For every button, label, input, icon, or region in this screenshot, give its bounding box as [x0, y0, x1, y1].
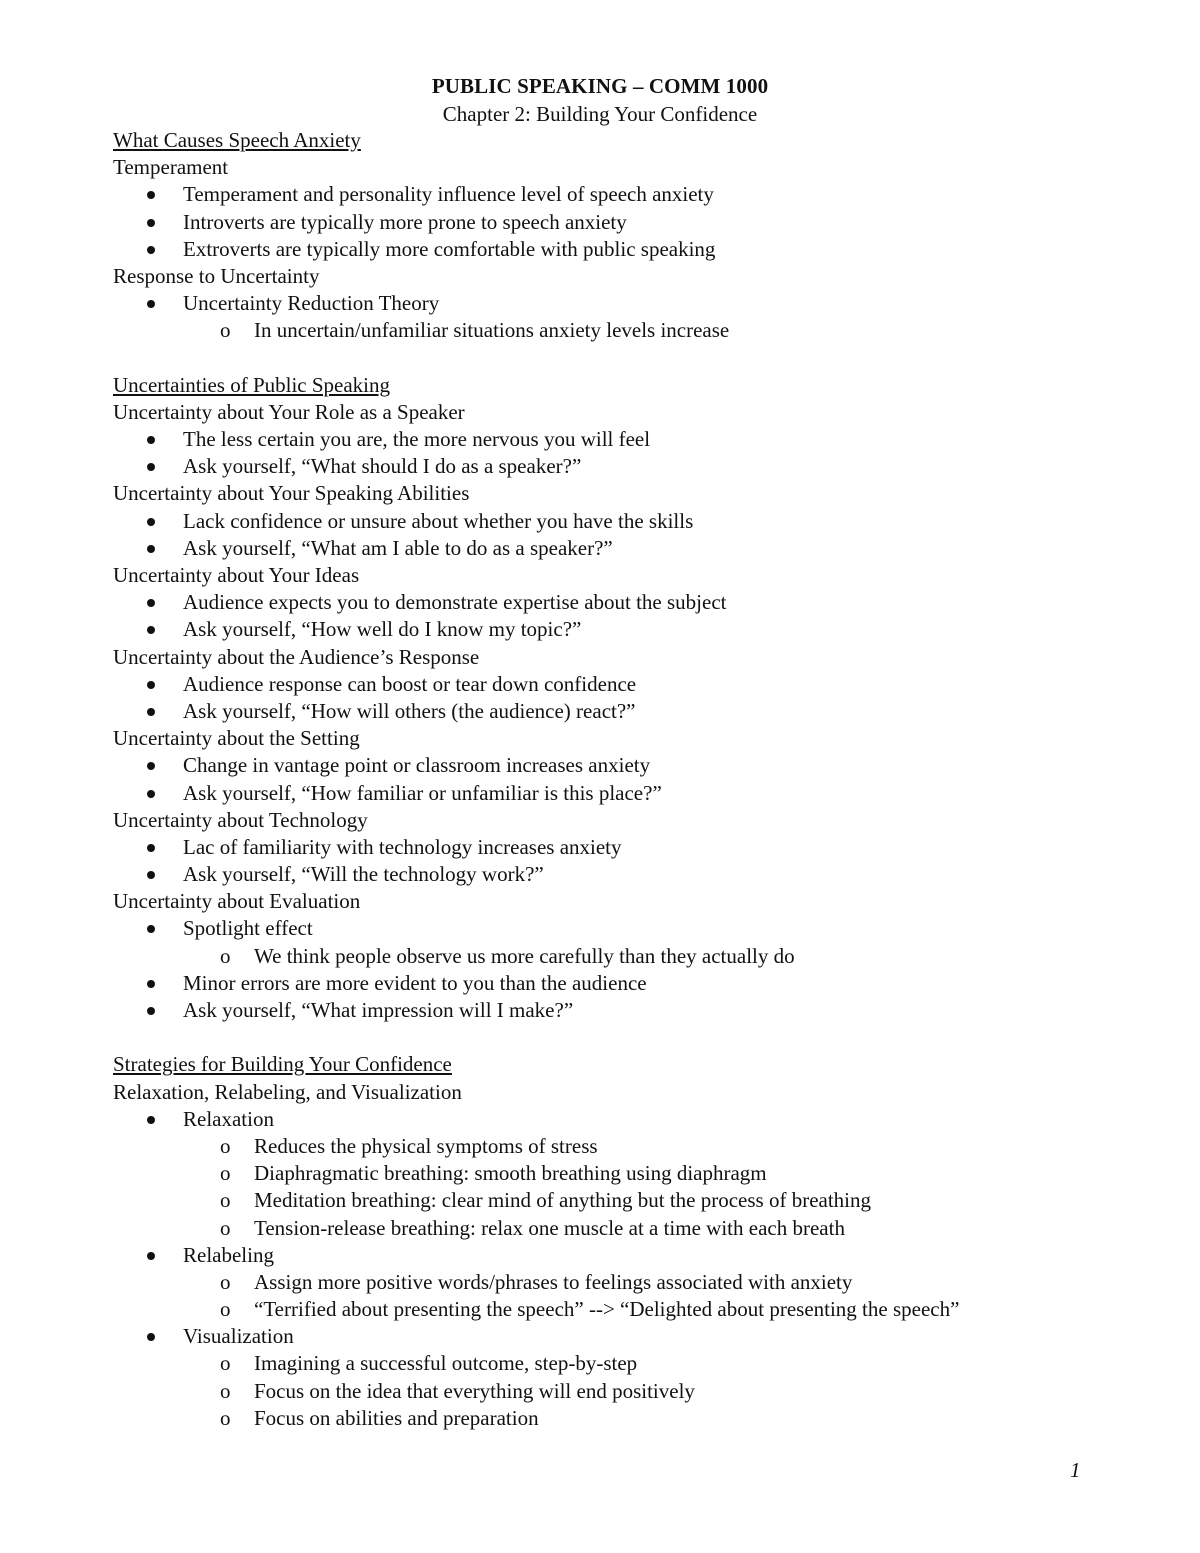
bullet-item: The less certain you are, the more nervous you will feel	[113, 426, 1113, 453]
spacer	[113, 345, 1113, 372]
sub-bullet-item: o Diaphragmatic breathing: smooth breathing using diaphragm	[113, 1160, 1113, 1187]
bullet-item: Ask yourself, “How well do I know my topic?”	[113, 616, 1113, 643]
sub-bullet-item: o Focus on abilities and preparation	[113, 1405, 1113, 1432]
group-label: Uncertainty about Technology	[113, 807, 368, 832]
sub-bullet-item: o Assign more positive words/phrases to feelings associated with anxiety	[113, 1269, 1113, 1296]
bullet-item: Ask yourself, “How familiar or unfamiliar is this place?”	[113, 780, 1113, 807]
group-label: Temperament	[113, 155, 229, 180]
sub-bullet-item: o We think people observe us more carefully than they actually do	[113, 943, 1113, 970]
sub-bullet-item: o Reduces the physical symptoms of stress	[113, 1133, 1113, 1160]
group-label: Uncertainty about the Setting	[113, 726, 360, 751]
bullet-item: Audience response can boost or tear down confidence	[113, 671, 1113, 698]
bullet-item: Ask yourself, “What impression will I make?”	[113, 997, 1113, 1024]
sub-bullet-item: o Tension-release breathing: relax one muscle at a time with each breath	[113, 1215, 1113, 1242]
page-number: 1	[1070, 1458, 1081, 1482]
chapter-subtitle: Chapter 2: Building Your Confidence	[442, 102, 758, 126]
bullet-item: Ask yourself, “How will others (the audience) react?”	[113, 698, 1113, 725]
bullet-item: Relaxation	[113, 1106, 1113, 1133]
sub-bullet-item: o Imagining a successful outcome, step-by-step	[113, 1350, 1113, 1377]
section-heading: Uncertainties of Public Speaking	[113, 372, 391, 397]
bullet-item: Ask yourself, “What should I do as a speaker?”	[113, 453, 1113, 480]
bullet-item: Minor errors are more evident to you than the audience	[113, 970, 1113, 997]
group-label: Uncertainty about Evaluation	[113, 889, 361, 914]
section-heading: Strategies for Building Your Confidence	[113, 1052, 452, 1077]
bullet-item: Extroverts are typically more comfortable with public speaking	[113, 236, 1113, 263]
bullet-item: Temperament and personality influence level of speech anxiety	[113, 181, 1113, 208]
group-label: Uncertainty about the Audience’s Response	[113, 644, 480, 669]
sub-bullet-item: o Meditation breathing: clear mind of anything but the process of breathing	[113, 1187, 1113, 1214]
page-title: PUBLIC SPEAKING – COMM 1000	[431, 74, 769, 98]
spacer	[113, 1024, 1113, 1051]
bullet-item: Ask yourself, “What am I able to do as a speaker?”	[113, 535, 1113, 562]
group-label: Uncertainty about Your Speaking Abilities	[113, 481, 470, 506]
group-label: Uncertainty about Your Role as a Speaker	[113, 399, 465, 424]
bullet-item: Change in vantage point or classroom increases anxiety	[113, 752, 1113, 779]
sub-bullet-item: o In uncertain/unfamiliar situations anxiety levels increase	[113, 317, 1113, 344]
bullet-item: Lac of familiarity with technology increases anxiety	[113, 834, 1113, 861]
bullet-item: Lack confidence or unsure about whether you have the skills	[113, 508, 1113, 535]
outline-body	[113, 127, 1113, 1432]
bullet-item: Spotlight effect	[113, 915, 1113, 942]
sub-bullet-item: o Focus on the idea that everything will end positively	[113, 1378, 1113, 1405]
group-label: Response to Uncertainty	[113, 263, 320, 288]
section-heading: What Causes Speech Anxiety	[113, 128, 361, 152]
bullet-item: Ask yourself, “Will the technology work?”	[113, 861, 1113, 888]
bullet-item: Uncertainty Reduction Theory	[113, 290, 1113, 317]
sub-bullet-item: o “Terrified about presenting the speech” --> “Delighted about presenting the speech”	[113, 1296, 1113, 1323]
bullet-item: Audience expects you to demonstrate expertise about the subject	[113, 589, 1113, 616]
bullet-item: Relabeling	[113, 1242, 1113, 1269]
group-label: Relaxation, Relabeling, and Visualization	[113, 1079, 462, 1104]
bullet-item: Introverts are typically more prone to speech anxiety	[113, 209, 1113, 236]
group-label: Uncertainty about Your Ideas	[113, 563, 360, 587]
bullet-item: Visualization	[113, 1323, 1113, 1350]
